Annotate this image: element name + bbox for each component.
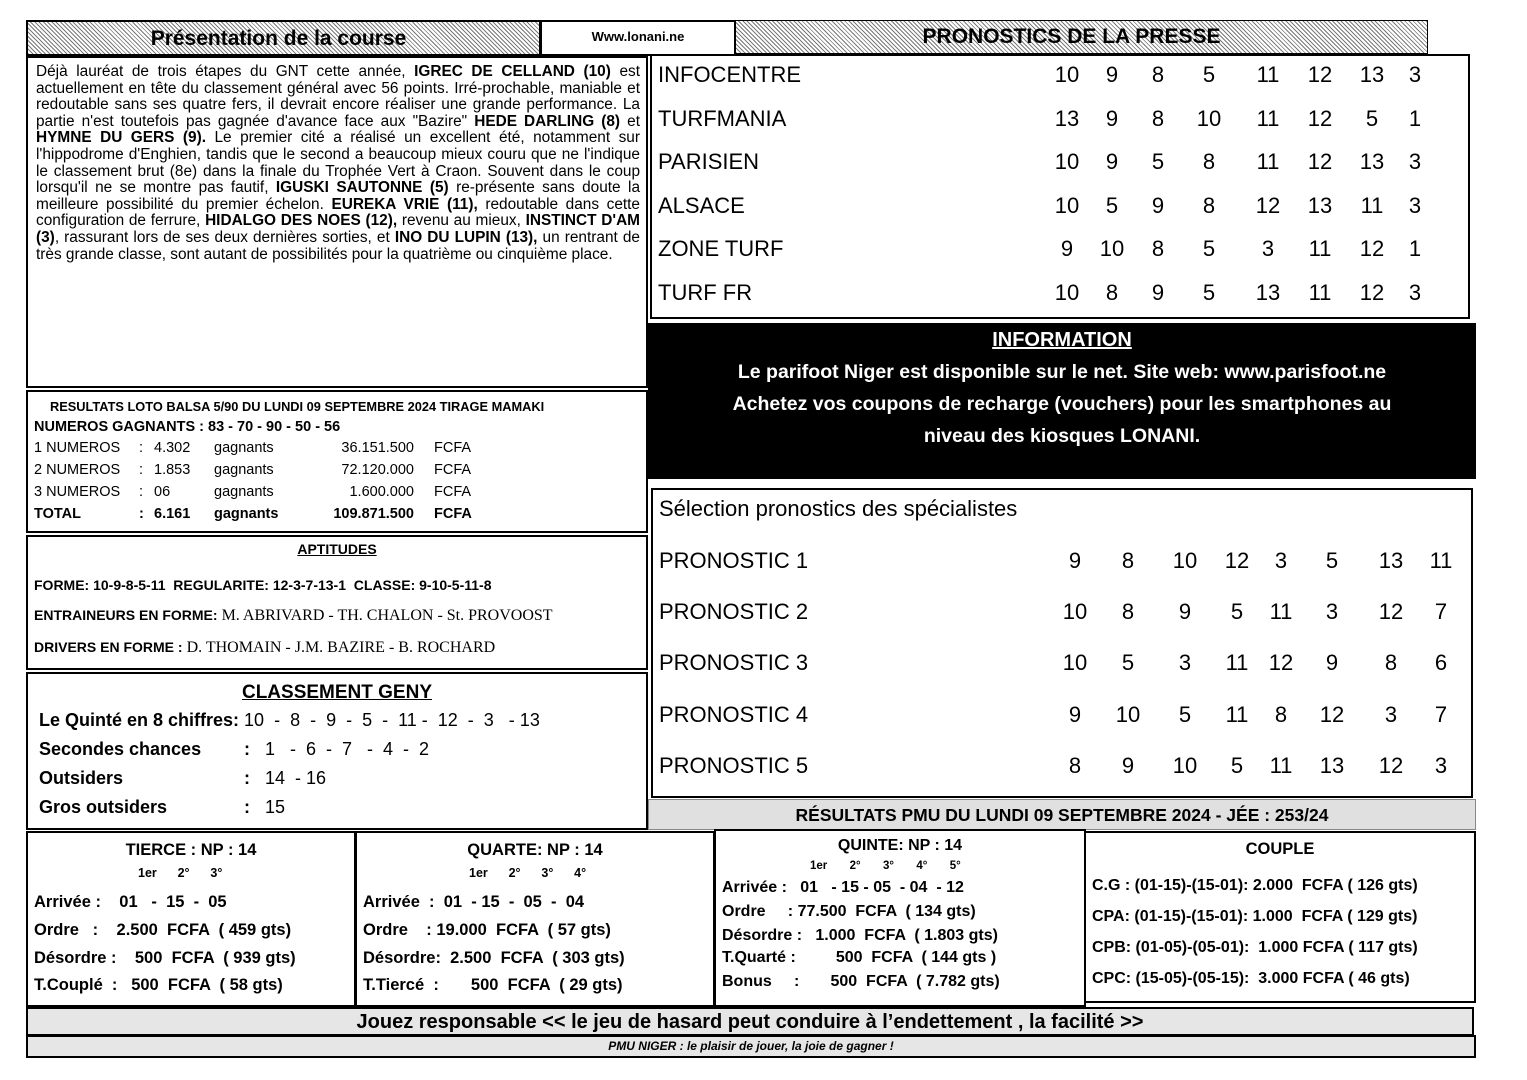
specialist-name: PRONOSTIC 4 (659, 701, 809, 727)
specialist-number: 11 (1225, 650, 1249, 676)
loto-label: 1 NUMEROS (34, 440, 121, 456)
geny-label: Outsiders (39, 768, 124, 788)
couple-row (1092, 939, 1418, 957)
press-number: 8 (1105, 280, 1119, 305)
specialist-number: 5 (1325, 548, 1339, 573)
press-number: 13 (1054, 105, 1080, 131)
geny-row (39, 768, 326, 789)
specialist-number: 3 (1178, 650, 1192, 676)
specialist-number: 7 (1434, 701, 1448, 727)
press-source-name: ZONE TURF (658, 236, 784, 262)
information-line-1: Le parifoot Niger est disponible sur le net. Site web: www.parisfoot.ne (737, 361, 1387, 383)
drivers-value: D. THOMAIN - J.M. BAZIRE - B. ROCHARD (182, 639, 496, 656)
tierce-tcouple-value: 500 FCFA ( 58 gts) (131, 976, 283, 994)
entraineurs-value: M. ABRIVARD - TH. CHALON - St. PROVOOST (217, 607, 553, 624)
presentation-box (26, 56, 648, 388)
specialist-number: 3 (1274, 548, 1288, 573)
geny-row (39, 797, 285, 818)
quinte-bonus (722, 973, 1000, 991)
aptitudes-drivers-line (34, 639, 495, 657)
loto-row (34, 440, 634, 462)
specialists-box (651, 488, 1473, 798)
aptitudes-box (26, 535, 648, 670)
quinte-box (714, 829, 1086, 1007)
geny-value: 1 - 6 - 7 - 4 - 2 (260, 739, 430, 759)
presentation-segment: est actuellement en tête du classement général avec 56 points. Irré-prochable, maniable et redoutable sans ses quatre fers, il devrait encore réaliser une grande performance. La partie n'est toutefois pas gagnée d'avance face aux "Bazire" (36, 63, 640, 130)
press-number: 10 (1099, 236, 1125, 262)
information-line-3: niveau des kiosques LONANI. (923, 425, 1201, 447)
press-number: 5 (1202, 236, 1216, 262)
press-number: 3 (1408, 149, 1422, 175)
horse-name: HYMNE DU GERS (9). (36, 129, 206, 147)
classe-value: 9-10-5-11-8 (419, 577, 492, 593)
tierce-desordre-value: 500 FCFA ( 939 gts) (134, 949, 296, 967)
specialist-number: 10 (1172, 752, 1198, 778)
aptitudes-entraineurs-line (34, 607, 553, 625)
couple-row (1092, 877, 1418, 895)
specialist-name: PRONOSTIC 5 (659, 752, 809, 778)
press-number: 12 (1307, 62, 1333, 87)
quarte-desordre (363, 949, 625, 968)
press-number: 9 (1105, 62, 1119, 87)
loto-count: 4.302 (154, 440, 191, 456)
press-number: 10 (1054, 192, 1080, 218)
drivers-label: DRIVERS EN FORME : (34, 639, 183, 655)
specialist-number: 5 (1121, 650, 1135, 676)
specialist-number: 8 (1121, 548, 1135, 573)
geny-label: Secondes chances (39, 739, 202, 759)
specialist-number: 11 (1225, 701, 1249, 727)
loto-count: 1.853 (154, 462, 191, 478)
quinte-ordre-label: Ordre : (722, 903, 794, 920)
horse-name: IGREC DE CELLAND (10) (414, 63, 611, 80)
specialist-number: 9 (1121, 752, 1135, 778)
specialist-number: 5 (1230, 752, 1244, 778)
specialist-number: 11 (1429, 548, 1453, 573)
loto-label: 3 NUMEROS (34, 484, 121, 500)
quinte-arrivee (722, 879, 964, 897)
quinte-tquarte-value: 500 FCFA ( 144 gts ) (835, 949, 997, 966)
presentation-segment: Le premier cité a réalisé un excellent été, notamment sur l'hippodrome d'Enghien, tandis que le second a beaucoup mieux couru que ne l'indique le classement brut (8e) dans la finale du Trophée Vert à Craon. Souvent dans le coup lorsqu'il ne se montre pas fautif, (36, 129, 640, 197)
quinte-bonus-value: 500 FCFA ( 7.782 gts) (830, 973, 1000, 990)
specialist-name: PRONOSTIC 2 (659, 599, 809, 625)
specialist-number: 12 (1224, 548, 1250, 573)
couple-value: 1.000 FCFA ( 129 gts) (1248, 908, 1418, 925)
slogan-banner: PMU NIGER : le plaisir de jouer, la joie de gagner ! (26, 1035, 1476, 1058)
press-number: 10 (1054, 149, 1080, 175)
press-number: 5 (1202, 280, 1216, 305)
tierce-desordre-label: Désordre : (34, 949, 117, 967)
couple-value: 3.000 FCFA ( 46 gts) (1249, 970, 1410, 987)
press-row (652, 274, 1468, 317)
specialist-number: 8 (1384, 650, 1398, 676)
tierce-tcouple (34, 976, 283, 995)
press-row (652, 230, 1468, 273)
loto-row (34, 484, 634, 506)
website-text: Www.lonani.ne (591, 29, 685, 44)
presentation-segment: et (620, 112, 640, 130)
loto-cur: FCFA (434, 440, 472, 456)
specialist-number: 8 (1068, 752, 1082, 778)
horse-name: HIDALGO DES NOES (12), (205, 212, 398, 230)
press-row (652, 56, 1468, 99)
quarte-ttierce-label: T.Tiercé : (363, 976, 439, 994)
specialist-number: 12 (1319, 701, 1345, 727)
presentation-segment: re-présente sans doute la meilleure possibilité du premier échelon. (36, 179, 641, 213)
couple-title: COUPLE (1245, 840, 1315, 858)
tierce-title: TIERCE : NP : 14 (125, 841, 257, 859)
press-number: 12 (1359, 280, 1385, 305)
quinte-ordre-value: 77.500 FCFA ( 134 gts) (797, 903, 976, 920)
specialist-number: 8 (1274, 701, 1288, 727)
specialist-number: 8 (1121, 599, 1135, 625)
quarte-ordre (363, 921, 611, 940)
specialist-number: 13 (1319, 752, 1345, 778)
regularite-label: REGULARITE: (173, 577, 269, 593)
aptitudes-title: APTITUDES (297, 541, 377, 557)
press-number: 5 (1105, 192, 1119, 218)
quarte-desordre-label: Désordre: (363, 949, 441, 967)
loto-word: gagnants (214, 484, 274, 500)
specialist-number: 10 (1062, 650, 1088, 676)
press-number: 11 (1256, 62, 1280, 87)
quinte-desordre-label: Désordre : (722, 927, 803, 944)
press-number: 1 (1408, 105, 1422, 131)
press-number: 5 (1202, 62, 1216, 87)
tierce-ordre-value: 2.500 FCFA ( 459 gts) (116, 921, 292, 939)
tierce-places: 1er 2° 3° (138, 866, 223, 880)
loto-amount: 36.151.500 (341, 440, 414, 456)
quinte-bonus-label: Bonus : (722, 973, 800, 990)
press-number: 11 (1256, 149, 1280, 175)
press-number: 13 (1255, 280, 1281, 305)
loto-sep: : (139, 462, 144, 478)
quarte-ordre-label: Ordre : (363, 921, 432, 939)
horse-name: IGUSKI SAUTONNE (5) (275, 179, 449, 197)
press-source-name: INFOCENTRE (658, 62, 801, 87)
quarte-ttierce-value: 500 FCFA ( 29 gts) (470, 976, 623, 994)
loto-word: gagnants (214, 462, 274, 478)
press-source-name: TURFMANIA (658, 105, 787, 131)
quarte-arrivee-label: Arrivée : (363, 893, 435, 911)
loto-sep: : (139, 506, 144, 522)
quinte-ordre (722, 903, 976, 921)
press-number: 8 (1202, 192, 1216, 218)
presentation-segment: , rassurant lors de ses deux dernières sorties, et (54, 228, 395, 246)
press-number: 9 (1105, 149, 1119, 175)
geny-title: CLASSEMENT GENY (241, 682, 433, 703)
press-number: 8 (1151, 236, 1165, 262)
loto-amount: 1.600.000 (349, 484, 414, 500)
loto-sep: : (139, 440, 144, 456)
loto-count: 06 (154, 484, 171, 500)
couple-value: 1.000 FCFA ( 117 gts) (1249, 939, 1418, 956)
quinte-arrivee-value: 01 - 15 - 05 - 04 - 12 (800, 879, 964, 896)
geny-row (39, 739, 429, 760)
press-number: 3 (1408, 280, 1422, 305)
horse-name: EUREKA VRIE (11), (331, 195, 478, 213)
quarte-places: 1er 2° 3° 4° (469, 866, 587, 880)
specialist-number: 9 (1068, 701, 1082, 727)
specialist-number: 10 (1172, 548, 1198, 573)
specialist-number: 3 (1434, 752, 1448, 778)
quarte-desordre-value: 2.500 FCFA ( 303 gts) (450, 949, 625, 967)
press-number: 12 (1359, 236, 1385, 262)
press-number: 12 (1307, 105, 1333, 131)
tierce-ordre (34, 921, 291, 940)
specialist-name: PRONOSTIC 1 (659, 548, 809, 573)
specialist-number: 5 (1178, 701, 1192, 727)
press-number: 8 (1202, 149, 1216, 175)
geny-value: 14 - 16 (260, 768, 327, 788)
quinte-desordre-value: 1.000 FCFA ( 1.803 gts) (815, 927, 998, 944)
press-source-name: ALSACE (658, 192, 745, 218)
press-title: PRONOSTICS DE LA PRESSE (922, 25, 1221, 48)
information-box (648, 323, 1476, 479)
press-number: 8 (1151, 62, 1165, 87)
tierce-ordre-label: Ordre : (34, 921, 99, 939)
responsible-gaming-banner: Jouez responsable << le jeu de hasard peut conduire à l’endettement , la facilité >> (26, 1007, 1474, 1036)
tierce-tcouple-label: T.Couplé : (34, 976, 118, 994)
quarte-ordre-value: 19.000 FCFA ( 57 gts) (436, 921, 611, 939)
geny-label: Le Quinté en 8 chiffres: (39, 710, 240, 730)
quarte-box (355, 831, 715, 1007)
specialist-number: 13 (1378, 548, 1404, 573)
press-number: 1 (1408, 236, 1422, 262)
loto-title: RESULTATS LOTO BALSA 5/90 DU LUNDI 09 SEPTEMBRE 2024 TIRAGE MAMAKI (50, 399, 545, 414)
quarte-arrivee-value: 01 - 15 - 05 - 04 (443, 893, 585, 911)
geny-row (39, 710, 540, 731)
press-number: 12 (1307, 149, 1333, 175)
forme-value: 10-9-8-5-11 (93, 577, 166, 593)
press-source-name: TURF FR (658, 280, 753, 305)
classement-geny-box (26, 672, 648, 830)
press-number: 13 (1359, 62, 1385, 87)
loto-amount: 72.120.000 (341, 462, 414, 478)
couple-value: 2.000 FCFA ( 126 gts) (1248, 877, 1418, 894)
loto-cur: FCFA (434, 462, 472, 478)
specialist-number: 3 (1325, 599, 1339, 625)
quinte-tquarte-label: T.Quarté : (722, 949, 796, 966)
presentation-segment: un rentrant de très grande classe, sont autant de possibilités pour la quatrième ou cinquième place. (36, 228, 640, 263)
loto-cur: FCFA (434, 484, 472, 500)
tierce-box (26, 831, 356, 1007)
geny-label: Gros outsiders (39, 797, 168, 817)
tierce-arrivee (34, 893, 227, 912)
classe-label: CLASSE: (353, 577, 416, 593)
quarte-title: QUARTE: NP : 14 (467, 841, 603, 859)
press-number: 10 (1054, 280, 1080, 305)
specialist-number: 12 (1378, 752, 1404, 778)
specialist-number: 3 (1384, 701, 1398, 727)
press-row (652, 100, 1468, 143)
press-number: 11 (1308, 280, 1332, 305)
specialist-number: 11 (1269, 752, 1293, 778)
quinte-tquarte (722, 949, 996, 967)
tierce-arrivee-label: Arrivée : (34, 893, 101, 911)
presentation-segment: Déjà lauréat de trois étapes du GNT cette année, (36, 63, 415, 80)
specialist-number: 12 (1378, 599, 1404, 625)
regularite-value: 12-3-7-13-1 (272, 577, 346, 593)
loto-label: TOTAL (34, 506, 81, 522)
couple-row (1092, 908, 1417, 926)
information-title: INFORMATION (992, 329, 1132, 351)
tierce-arrivee-value: 01 - 15 - 05 (119, 893, 227, 911)
press-number: 9 (1105, 105, 1119, 131)
press-number: 10 (1054, 62, 1080, 87)
press-number: 13 (1307, 192, 1333, 218)
couple-label: CPA: (01-15)-(15-01): (1092, 908, 1249, 925)
press-number: 3 (1408, 62, 1422, 87)
quinte-title: QUINTE: NP : 14 (837, 837, 963, 854)
geny-separator: : (244, 797, 250, 817)
loto-word: gagnants (214, 440, 274, 456)
specialist-number: 9 (1068, 548, 1082, 573)
press-number: 9 (1151, 280, 1165, 305)
loto-count: 6.161 (154, 506, 191, 522)
specialist-number: 6 (1434, 650, 1448, 676)
horse-name: INO DU LUPIN (13), (394, 228, 538, 246)
press-number: 9 (1151, 192, 1165, 218)
press-number: 5 (1365, 105, 1379, 131)
loto-total-row (34, 506, 634, 528)
press-number: 11 (1360, 192, 1384, 218)
specialist-number: 10 (1062, 599, 1088, 625)
forme-label: FORME: (34, 577, 90, 593)
press-number: 13 (1359, 149, 1385, 175)
specialist-number: 9 (1178, 599, 1192, 625)
specialist-name: PRONOSTIC 3 (659, 650, 809, 676)
press-row (652, 187, 1468, 230)
specialists-title: Sélection pronostics des spécialistes (659, 496, 1018, 521)
press-row (652, 143, 1468, 186)
loto-amount: 109.871.500 (333, 506, 414, 522)
press-number: 11 (1256, 105, 1280, 131)
press-number: 9 (1060, 236, 1074, 262)
loto-results-box (26, 390, 648, 533)
presentation-title: Présentation de la course (150, 27, 407, 50)
couple-label: CPB: (01-05)-(05-01): (1092, 939, 1250, 956)
specialist-number: 12 (1268, 650, 1294, 676)
press-number: 5 (1151, 149, 1165, 175)
loto-row (34, 462, 634, 484)
geny-value: 10 - 8 - 9 - 5 - 11 - 12 - 3 - 13 (239, 710, 540, 730)
press-source-name: PARISIEN (658, 149, 760, 175)
press-prognostics-box (650, 54, 1470, 319)
website-label (540, 20, 736, 56)
geny-separator: : (244, 739, 250, 759)
loto-word: gagnants (214, 506, 279, 522)
quarte-arrivee (363, 893, 584, 912)
presentation-segment: revenu au mieux, (397, 212, 526, 230)
geny-separator: : (244, 768, 250, 788)
presentation-header (26, 20, 541, 56)
press-number: 3 (1261, 236, 1275, 262)
loto-sep: : (139, 484, 144, 500)
press-number: 11 (1308, 236, 1332, 262)
entraineurs-label: ENTRAINEURS EN FORME: (34, 607, 218, 623)
specialist-number: 10 (1115, 701, 1141, 727)
specialist-number: 9 (1325, 650, 1339, 676)
quinte-places: 1er 2° 3° 4° 5° (810, 860, 961, 872)
loto-cur: FCFA (434, 506, 472, 522)
quinte-arrivee-label: Arrivée : (722, 879, 787, 896)
geny-value: 15 (260, 797, 286, 817)
horse-name: HEDE DARLING (8) (474, 112, 621, 130)
results-banner: RÉSULTATS PMU DU LUNDI 09 SEPTEMBRE 2024 - JÉE : 253/24 (648, 799, 1476, 830)
couple-box (1084, 831, 1476, 1003)
couple-label: CPC: (15-05)-(05-15): (1092, 970, 1250, 987)
loto-label: 2 NUMEROS (34, 462, 121, 478)
loto-winning-numbers: NUMEROS GAGNANTS : 83 - 70 - 90 - 50 - 56 (34, 419, 341, 435)
specialist-number: 11 (1269, 599, 1293, 625)
quarte-ttierce (363, 976, 623, 995)
press-number: 3 (1408, 192, 1422, 218)
press-number: 10 (1196, 105, 1222, 131)
press-number: 12 (1255, 192, 1281, 218)
aptitudes-forme-line (34, 577, 492, 593)
information-line-2: Achetez vos coupons de recharge (vouchers) pour les smartphones au (732, 393, 1392, 415)
quinte-desordre (722, 927, 998, 945)
specialist-number: 5 (1230, 599, 1244, 625)
couple-row (1092, 970, 1410, 988)
tierce-desordre (34, 949, 296, 968)
presentation-segment: redoutable dans cette configuration de ferrure, (36, 195, 640, 230)
horse-name: INSTINCT D'AM (3) (36, 212, 641, 246)
specialist-number: 7 (1434, 599, 1448, 625)
press-header (735, 20, 1428, 54)
presentation-text (28, 58, 646, 263)
press-number: 8 (1151, 105, 1165, 131)
couple-label: C.G : (01-15)-(15-01): (1092, 877, 1249, 894)
